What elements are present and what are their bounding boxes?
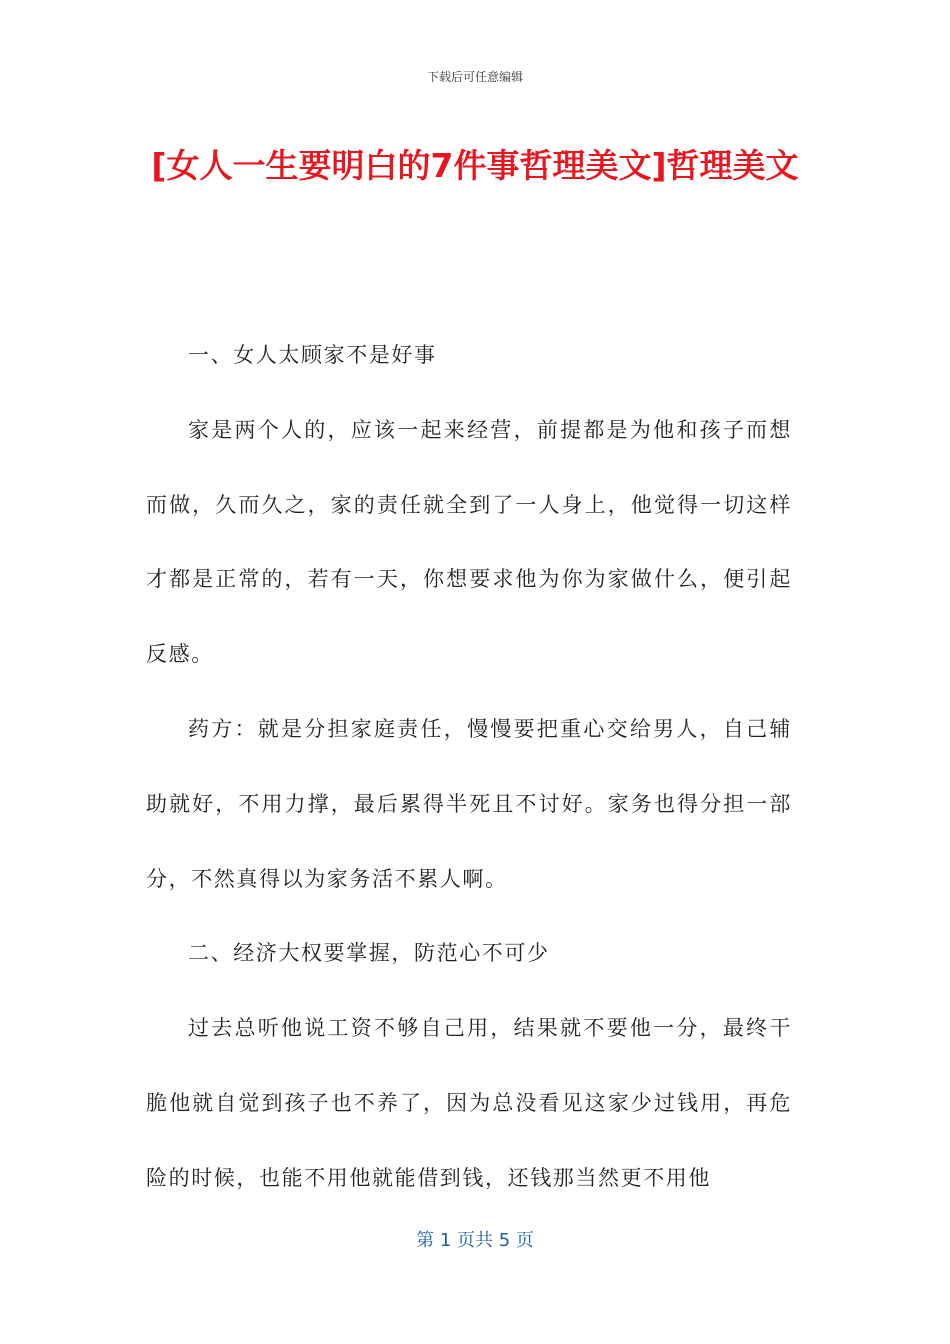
paragraph: 家是两个人的，应该一起来经营，前提都是为他和孩子而想而做，久而久之，家的责任就全到了一人身上，他觉得一切这样才都是正常的，若有一天，你想要求他为你为家做什么，便引起反感。 <box>146 417 792 667</box>
page-number: 第 1 页共 5 页 <box>416 1230 534 1251</box>
section-heading-1: 一、女人太顾家不是好事 <box>188 343 437 367</box>
document-title: [女人一生要明白的7件事哲理美文]哲理美文 <box>151 146 799 185</box>
section-heading-2: 二、经济大权要掌握，防范心不可少 <box>188 941 550 966</box>
paragraph: 过去总听他说工资不够自己用，结果就不要他一分，最终干脆他就自觉到孩子也不养了，因为总没看见这家少过钱用，再危险的时候，也能不用他就能借到钱，还钱那当然更不用他 <box>146 1016 792 1190</box>
header-note: 下载后可任意编辑 <box>426 70 523 84</box>
paragraph: 药方：就是分担家庭责任，慢慢要把重心交给男人，自己辅助就好，不用力撑，最后累得半死且不讨好。家务也得分担一部分，不然真得以为家务活不累人啊。 <box>146 716 792 891</box>
document-body <box>146 318 792 1216</box>
